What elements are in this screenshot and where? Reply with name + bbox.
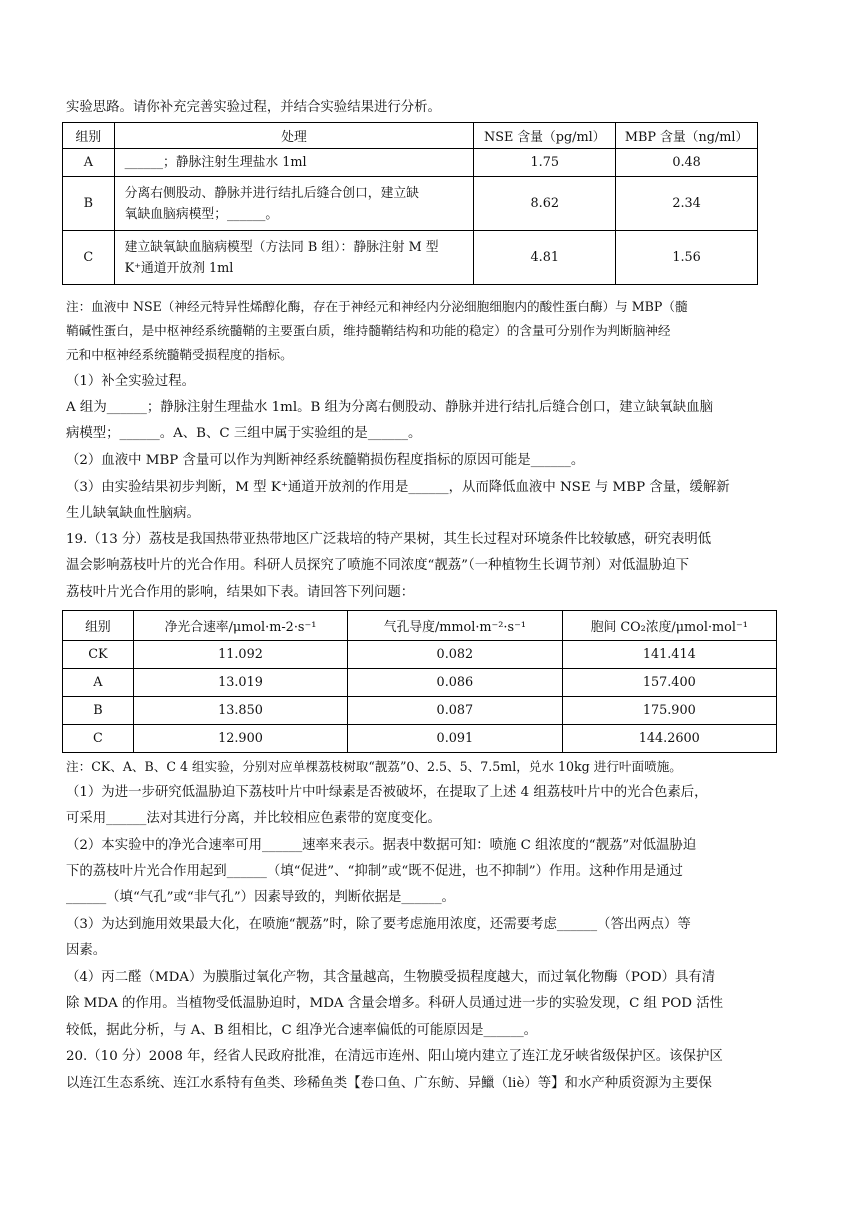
table1-header-nse: NSE 含量（pg/ml） [474, 123, 616, 149]
question-line: A 组为______；静脉注射生理盐水 1ml。B 组为分离右侧股动、静脉并进行结扎后缝合创口，建立缺氧缺血脑 [66, 400, 713, 415]
table-row [63, 725, 777, 753]
treatment-cell: 建立缺氧缺血脑病模型（方法同 B 组）：静脉注射 M 型 K⁺通道开放剂 1ml [114, 231, 474, 285]
treatment-cell: 分离右侧股动、静脉并进行结扎后缝合创口，建立缺 氧缺血脑病模型；______。 [114, 177, 474, 231]
value-cell: 141.414 [562, 641, 776, 669]
note1-line: 注：血液中 NSE（神经元特异性烯醇化酶，存在于神经元和神经内分泌细胞细胞内的酸性蛋白酶）与 MBP（髓 [66, 299, 688, 314]
mbp-cell: 1.56 [616, 231, 758, 285]
question-line: 较低，据此分析，与 A、B 组相比，C 组净光合速率偏低的可能原因是______。 [66, 1023, 538, 1038]
table-row [63, 697, 777, 725]
table-row [63, 231, 758, 285]
question-line: （4）丙二醛（MDA）为膜脂过氧化产物，其含量越高，生物膜受损程度越大，而过氧化物酶（POD）具有清 [66, 970, 716, 985]
mbp-cell: 0.48 [616, 149, 758, 177]
value-cell: 175.900 [562, 697, 776, 725]
table2-header-conductance: 气孔导度/mmol·m⁻²·s⁻¹ [348, 611, 562, 641]
note1-line: 元和中枢神经系统髓鞘受损程度的指标。 [66, 347, 293, 362]
value-cell: 0.086 [348, 669, 562, 697]
table2-header-row [63, 611, 777, 641]
table2-header-group: 组别 [63, 611, 134, 641]
question-line: 除 MDA 的作用。当植物受低温胁迫时，MDA 含量会增多。科研人员通过进一步的实验发现，C 组 POD 活性 [66, 996, 723, 1011]
table1-header-row [63, 123, 758, 149]
group-cell: B [63, 697, 134, 725]
question-line: ______（填“气孔”或“非气孔”）因素导致的，判断依据是______。 [66, 890, 455, 905]
question-line: 因素。 [66, 943, 107, 958]
table-row [63, 669, 777, 697]
question-line: （3）由实验结果初步判断，M 型 K⁺通道开放剂的作用是______，从而降低血液中 NSE 与 MBP 含量，缓解新 [66, 480, 730, 495]
value-cell: 157.400 [562, 669, 776, 697]
group-cell: CK [63, 641, 134, 669]
note2-line: 注：CK、A、B、C 4 组实验，分别对应单棵荔枝树取“靓荔”0、2.5、5、7.5ml，兑水 10kg 进行叶面喷施。 [66, 759, 682, 774]
question-line: （1）为进一步研究低温胁迫下荔枝叶片中叶绿素是否被破坏，在提取了上述 4 组荔枝叶片中的光合色素后， [66, 785, 708, 800]
question-line: （1）补全实验过程。 [66, 374, 196, 389]
table-row [63, 149, 758, 177]
value-cell: 11.092 [133, 641, 347, 669]
question-line: （3）为达到施用效果最大化，在喷施“靓荔”时，除了要考虑施用浓度，还需要考虑______（答出两点）等 [66, 917, 691, 932]
table-row [63, 177, 758, 231]
value-cell: 13.019 [133, 669, 347, 697]
question-20-line: 20.（10 分）2008 年，经省人民政府批准，在清远市连州、阳山境内建立了连江龙牙峡省级保护区。该保护区 [66, 1049, 723, 1064]
question-line: 病模型；______。A、B、C 三组中属于实验组的是______。 [66, 426, 422, 441]
group-cell: A [63, 149, 115, 177]
value-cell: 0.087 [348, 697, 562, 725]
group-cell: C [63, 725, 134, 753]
table2-header-co2: 胞间 CO₂浓度/μmol·mol⁻¹ [562, 611, 776, 641]
intro-line: 实验思路。请你补充完善实验过程，并结合实验结果进行分析。 [66, 100, 441, 115]
value-cell: 0.082 [348, 641, 562, 669]
table1-header-mbp: MBP 含量（ng/ml） [616, 123, 758, 149]
table1-header-treatment: 处理 [114, 123, 474, 149]
table-row [63, 641, 777, 669]
question-line: 下的荔枝叶片光合作用起到______（填“促进”、“抑制”或“既不促进，也不抑制”）作用。这种作用是通过 [66, 864, 683, 879]
group-cell: C [63, 231, 115, 285]
group-cell: A [63, 669, 134, 697]
value-cell: 12.900 [133, 725, 347, 753]
experiment-table-2 [62, 610, 777, 753]
table1-header-group: 组别 [63, 123, 115, 149]
nse-cell: 8.62 [474, 177, 616, 231]
question-20-line: 以连江生态系统、连江水系特有鱼类、珍稀鱼类【卷口鱼、广东鲂、异鱲（liè）等】和水产种质资源为主要保 [66, 1076, 712, 1091]
question-line: （2）本实验中的净光合速率可用______速率来表示。据表中数据可知：喷施 C 组浓度的“靓荔”对低温胁迫 [66, 838, 697, 853]
nse-cell: 4.81 [474, 231, 616, 285]
question-19-intro: 19.（13 分）荔枝是我国热带亚热带地区广泛栽培的特产果树，其生长过程对环境条件比较敏感，研究表明低 [66, 532, 712, 547]
value-cell: 144.2600 [562, 725, 776, 753]
experiment-table-1 [62, 122, 758, 285]
question-line: （2）血液中 MBP 含量可以作为判断神经系统髓鞘损伤程度指标的原因可能是______。 [66, 453, 585, 468]
value-cell: 0.091 [348, 725, 562, 753]
question-line: 可采用______法对其进行分离，并比较相应色素带的宽度变化。 [66, 811, 441, 826]
question-line: 生儿缺氧缺血性脑病。 [66, 506, 200, 521]
group-cell: B [63, 177, 115, 231]
mbp-cell: 2.34 [616, 177, 758, 231]
question-19-intro: 温会影响荔枝叶片的光合作用。科研人员探究了喷施不同浓度“靓荔”（一种植物生长调节剂）对低温胁迫下 [66, 558, 689, 573]
table2-header-net-rate: 净光合速率/μmol·m-2·s⁻¹ [133, 611, 347, 641]
note1-line: 鞘碱性蛋白，是中枢神经系统髓鞘的主要蛋白质，维持髓鞘结构和功能的稳定）的含量可分别作为判断脑神经 [66, 323, 671, 338]
value-cell: 13.850 [133, 697, 347, 725]
treatment-cell: ______；静脉注射生理盐水 1ml [114, 149, 474, 177]
question-19-intro: 荔枝叶片光合作用的影响，结果如下表。请回答下列问题： [66, 585, 415, 600]
nse-cell: 1.75 [474, 149, 616, 177]
